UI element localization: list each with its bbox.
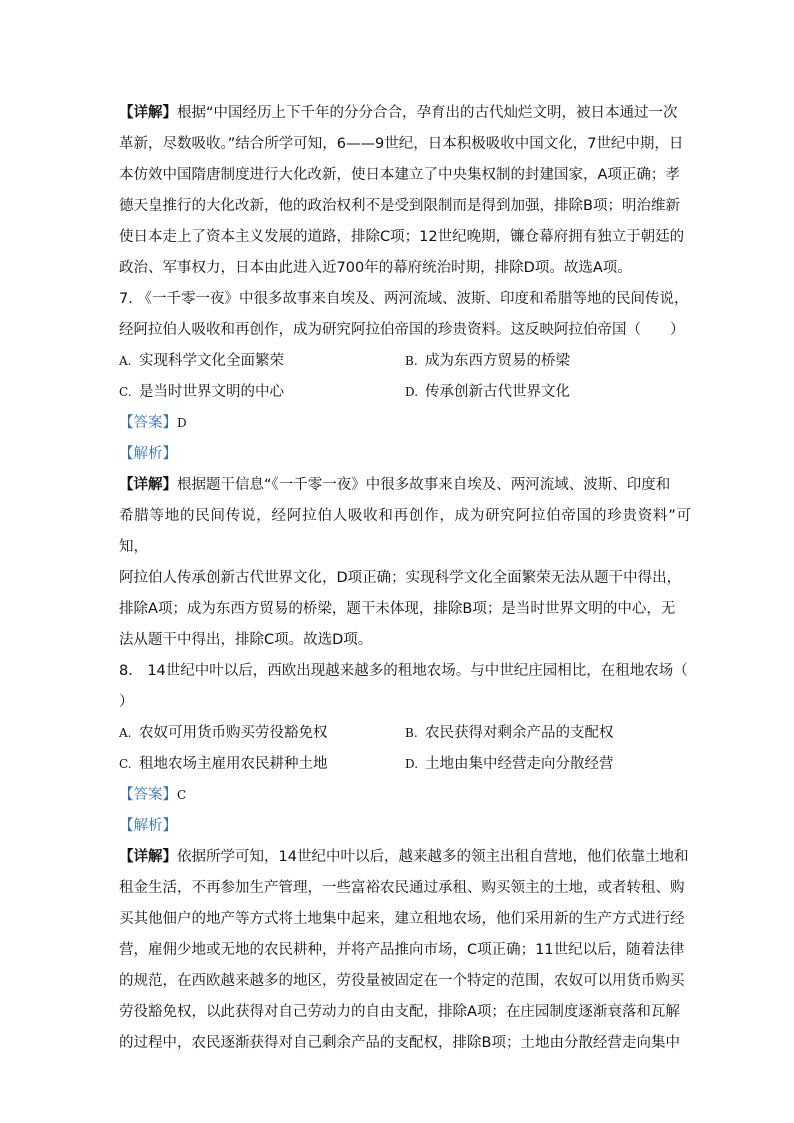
q8-detail-line: 的规范，在西欧越来越多的地区，劳役量被固定在一个特定的范围，农奴可以用货币购买	[119, 973, 685, 989]
q8-detail-line: 买其他佃户的地产等方式将土地集中起来，建立租地农场，他们采用新的生产方式进行经	[119, 911, 685, 927]
analysis-label: 【解析】	[119, 818, 177, 834]
q7-detail-line: 排除A项；成为东西方贸易的桥梁，题干未体现，排除B项；是当时世界文明的中心，无	[119, 601, 676, 617]
analysis-label: 【解析】	[119, 446, 177, 462]
q7-options-row	[119, 346, 691, 377]
q6-detail-line: 政治、军事权力，日本由此进入近700年的幕府统治时期，排除D项。故选A项。	[119, 260, 632, 276]
q6-detail-line: 【详解】根据“中国经历上下千年的分分合合，孕育出的古代灿烂文明，被日本通过一次	[119, 105, 678, 121]
q8-detail-line: 租金生活，不再参加生产管理，一些富裕农民通过承租、购买领主的土地，或者转租、购	[119, 880, 685, 896]
q6-detail-line: 本仿效中国隋唐制度进行大化改新，使日本建立了中央集权制的封建国家，A项正确；孝	[119, 167, 680, 183]
answer-label: 【答案】	[119, 415, 177, 431]
q8-detail-line: 营，雇佣少地或无地的农民耕种，并将产品推向市场，C项正确；11世纪以后，随着法律	[119, 942, 685, 958]
q7-detail-line: 阿拉伯人传承创新古代世界文化，D项正确；实现科学文化全面繁荣无法从题干中得出，	[119, 570, 682, 586]
q7-answer: 【答案】D	[119, 415, 187, 431]
q8-option-b: B. 农民获得对剩余产品的支配权	[405, 725, 614, 741]
q8-option-d: D. 土地由集中经营走向分散经营	[405, 756, 614, 772]
q6-detail-line: 使日本走上了资本主义发展的道路，排除C项；12世纪晚期，镰仓幕府拥有独立于朝廷的	[119, 229, 685, 245]
q8-stem-line: 8. 14世纪中叶以后，西欧出现越来越多的租地农场。与中世纪庄园相比，在租地农场（	[119, 663, 688, 679]
q7-option-a: A. 实现科学文化全面繁荣	[119, 353, 284, 369]
q8-option-a: A. 农奴可用货币购买劳役豁免权	[119, 725, 328, 741]
q8-answer: 【答案】C	[119, 787, 187, 803]
q8-options-row	[119, 718, 691, 749]
answer-label: 【答案】	[119, 787, 177, 803]
q6-detail-line: 德天皇推行的大化改新，他的政治权利不是受到限制而是得到加强，排除B项；明治维新	[119, 198, 680, 214]
q8-stem-line: ）	[119, 694, 134, 710]
q8-detail-line: 劳役豁免权，以此获得对自己劳动力的自由支配，排除A项；在庄园制度逐渐衰落和瓦解	[119, 1004, 680, 1020]
q7-option-c: C. 是当时世界文明的中心	[119, 384, 284, 400]
q7-detail-line: 【详解】根据题干信息“《一千零一夜》中很多故事来自埃及、两河流域、波斯、印度和	[119, 477, 671, 493]
detail-label: 【详解】	[119, 477, 177, 493]
q7-options-row	[119, 377, 691, 408]
q8-detail-line: 【详解】依据所学可知，14世纪中叶以后，越来越多的领主出租自营地，他们依靠土地和	[119, 849, 689, 865]
q7-detail-line: 希腊等地的民间传说，经阿拉伯人吸收和再创作，成为研究阿拉伯帝国的珍贵资料”可知，	[119, 508, 691, 555]
q8-option-c: C. 租地农场主雇用农民耕种土地	[119, 756, 328, 772]
q6-detail-line: 革新，尽数吸收。”结合所学可知，6——9世纪，日本积极吸收中国文化，7世纪中期，日	[119, 136, 684, 152]
q7-detail-line: 法从题干中得出，排除C项。故选D项。	[119, 632, 373, 648]
q7-option-d: D. 传承创新古代世界文化	[405, 384, 570, 400]
q8-detail-line: 的过程中，农民逐渐获得对自己剩余产品的支配权，排除B项；土地由分散经营走向集中	[119, 1035, 680, 1051]
q7-stem-line: 7. 《一千零一夜》中很多故事来自埃及、两河流域、波斯、印度和希腊等地的民间传说，	[119, 291, 689, 307]
detail-label: 【详解】	[119, 105, 177, 121]
q8-options-row	[119, 749, 691, 780]
q7-stem-line: 经阿拉伯人吸收和再创作，成为研究阿拉伯帝国的珍贵资料。这反映阿拉伯帝国（ ）	[119, 322, 685, 338]
q7-option-b: B. 成为东西方贸易的桥梁	[405, 353, 570, 369]
document-page	[119, 98, 691, 1059]
detail-label: 【详解】	[119, 849, 177, 865]
